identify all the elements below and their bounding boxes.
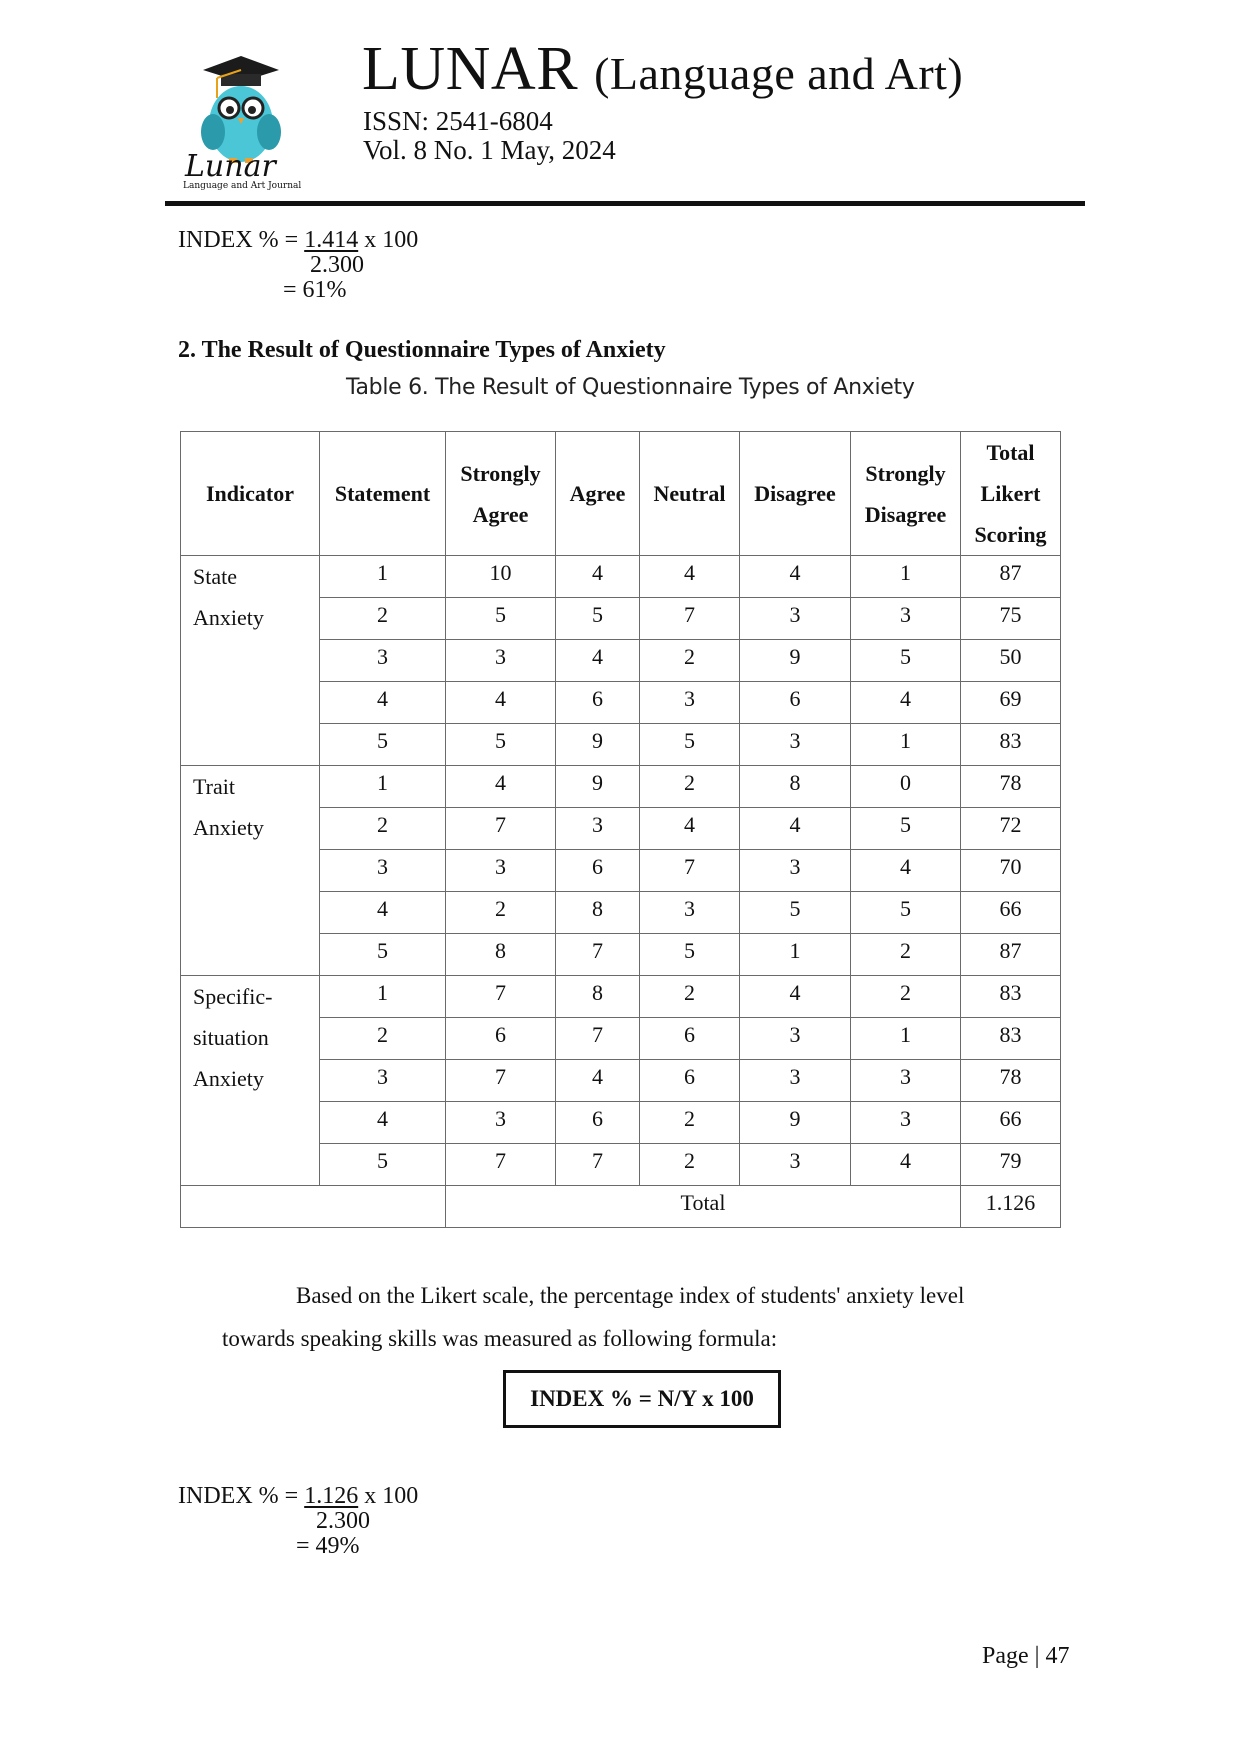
strongly-agree-cell: 5 <box>446 724 556 766</box>
disagree-cell: 1 <box>740 934 851 976</box>
header-indicator: Indicator <box>181 432 320 556</box>
strongly-agree-cell: 4 <box>446 682 556 724</box>
total-likert-cell: 69 <box>961 682 1061 724</box>
logo-script-text: Lunar <box>185 149 276 184</box>
strongly-agree-cell: 7 <box>446 1144 556 1186</box>
total-likert-cell: 83 <box>961 724 1061 766</box>
owl-graduate-logo-icon <box>183 52 333 192</box>
neutral-cell: 3 <box>640 892 740 934</box>
header-agree: Agree <box>556 432 640 556</box>
neutral-cell: 2 <box>640 1144 740 1186</box>
disagree-cell: 4 <box>740 556 851 598</box>
agree-cell: 6 <box>556 850 640 892</box>
statement-cell: 2 <box>320 598 446 640</box>
strongly-agree-cell: 5 <box>446 598 556 640</box>
header-line: Strongly <box>865 460 946 486</box>
agree-cell: 9 <box>556 724 640 766</box>
paragraph-line: towards speaking skills was measured as following formula: <box>222 1326 778 1351</box>
strongly-disagree-cell: 5 <box>851 808 961 850</box>
header-disagree: Disagree <box>740 432 851 556</box>
agree-cell: 7 <box>556 1144 640 1186</box>
disagree-cell: 3 <box>740 850 851 892</box>
issn: ISSN: 2541-6804 <box>363 106 553 136</box>
neutral-cell: 2 <box>640 976 740 1018</box>
neutral-cell: 7 <box>640 850 740 892</box>
journal-subtitle: (Language and Art) <box>594 48 964 99</box>
table-row <box>181 556 1061 598</box>
neutral-cell: 2 <box>640 766 740 808</box>
strongly-agree-cell: 7 <box>446 808 556 850</box>
strongly-agree-cell: 6 <box>446 1018 556 1060</box>
total-likert-cell: 79 <box>961 1144 1061 1186</box>
formula-line <box>178 228 418 252</box>
disagree-cell: 9 <box>740 1102 851 1144</box>
total-likert-cell: 78 <box>961 766 1061 808</box>
neutral-cell: 6 <box>640 1060 740 1102</box>
neutral-cell: 6 <box>640 1018 740 1060</box>
neutral-cell: 3 <box>640 682 740 724</box>
journal-name: LUNAR <box>362 35 579 103</box>
formula-result: = 61% <box>283 277 347 303</box>
header-strongly-agree <box>446 432 556 556</box>
strongly-disagree-cell: 4 <box>851 1144 961 1186</box>
formula-numerator: 1.126 <box>304 1483 359 1509</box>
total-likert-cell: 66 <box>961 892 1061 934</box>
table-total-row <box>181 1186 1061 1228</box>
strongly-disagree-cell: 3 <box>851 1102 961 1144</box>
strongly-disagree-cell: 3 <box>851 598 961 640</box>
neutral-cell: 4 <box>640 556 740 598</box>
statement-cell: 3 <box>320 1060 446 1102</box>
disagree-cell: 3 <box>740 1018 851 1060</box>
agree-cell: 3 <box>556 808 640 850</box>
strongly-agree-cell: 8 <box>446 934 556 976</box>
agree-cell: 7 <box>556 1018 640 1060</box>
strongly-agree-cell: 10 <box>446 556 556 598</box>
strongly-disagree-cell: 3 <box>851 1060 961 1102</box>
total-row-empty-cell <box>181 1186 446 1228</box>
disagree-cell: 3 <box>740 598 851 640</box>
strongly-disagree-cell: 4 <box>851 682 961 724</box>
disagree-cell: 3 <box>740 1144 851 1186</box>
strongly-agree-cell: 3 <box>446 640 556 682</box>
header-neutral: Neutral <box>640 432 740 556</box>
strongly-agree-cell: 2 <box>446 892 556 934</box>
indicator-line: Specific- <box>193 984 273 1009</box>
strongly-disagree-cell: 2 <box>851 976 961 1018</box>
table-row <box>181 766 1061 808</box>
total-likert-cell: 83 <box>961 1018 1061 1060</box>
disagree-cell: 6 <box>740 682 851 724</box>
strongly-agree-cell: 4 <box>446 766 556 808</box>
statement-cell: 2 <box>320 808 446 850</box>
indicator-line: Anxiety <box>193 605 264 630</box>
disagree-cell: 8 <box>740 766 851 808</box>
statement-cell: 4 <box>320 892 446 934</box>
total-likert-cell: 66 <box>961 1102 1061 1144</box>
agree-cell: 7 <box>556 934 640 976</box>
agree-cell: 4 <box>556 556 640 598</box>
statement-cell: 5 <box>320 934 446 976</box>
statement-cell: 2 <box>320 1018 446 1060</box>
strongly-agree-cell: 7 <box>446 976 556 1018</box>
strongly-disagree-cell: 2 <box>851 934 961 976</box>
header-line: Strongly <box>460 460 541 486</box>
formula-result: = 49% <box>296 1533 360 1559</box>
strongly-disagree-cell: 1 <box>851 556 961 598</box>
disagree-cell: 3 <box>740 724 851 766</box>
agree-cell: 8 <box>556 976 640 1018</box>
journal-logo <box>183 52 333 192</box>
total-likert-cell: 83 <box>961 976 1061 1018</box>
formula-multiplier: x 100 <box>358 1483 419 1509</box>
table-body <box>181 556 1061 1186</box>
paragraph-line: Based on the Likert scale, the percentage index of students' anxiety level <box>296 1283 965 1308</box>
agree-cell: 6 <box>556 682 640 724</box>
disagree-cell: 4 <box>740 976 851 1018</box>
indicator-line: Anxiety <box>193 815 264 840</box>
neutral-cell: 5 <box>640 934 740 976</box>
strongly-agree-cell: 7 <box>446 1060 556 1102</box>
total-label: Total <box>446 1186 961 1228</box>
statement-cell: 1 <box>320 976 446 1018</box>
header-line: Agree <box>472 501 529 527</box>
indicator-line: State <box>193 564 237 589</box>
body-paragraph <box>222 1274 1022 1360</box>
disagree-cell: 4 <box>740 808 851 850</box>
header-line: Scoring <box>974 522 1047 547</box>
total-likert-cell: 78 <box>961 1060 1061 1102</box>
statement-cell: 1 <box>320 556 446 598</box>
disagree-cell: 9 <box>740 640 851 682</box>
disagree-cell: 5 <box>740 892 851 934</box>
indicator-line: Trait <box>193 774 235 799</box>
formula-denominator: 2.300 <box>310 252 364 278</box>
indicator-cell <box>181 766 320 976</box>
neutral-cell: 4 <box>640 808 740 850</box>
strongly-disagree-cell: 5 <box>851 640 961 682</box>
header-line: Total <box>986 440 1035 465</box>
agree-cell: 4 <box>556 640 640 682</box>
logo-tagline: Language and Art Journal <box>183 181 302 191</box>
table-caption: Table 6. The Result of Questionnaire Types of Anxiety <box>346 375 915 400</box>
header-statement: Statement <box>320 432 446 556</box>
neutral-cell: 5 <box>640 724 740 766</box>
total-likert-cell: 70 <box>961 850 1061 892</box>
statement-cell: 5 <box>320 724 446 766</box>
statement-cell: 1 <box>320 766 446 808</box>
formula-denominator: 2.300 <box>316 1508 370 1534</box>
agree-cell: 5 <box>556 598 640 640</box>
table-header-row <box>181 432 1061 556</box>
likert-results-table <box>180 431 1061 1228</box>
formula-multiplier: x 100 <box>358 227 419 253</box>
statement-cell: 3 <box>320 640 446 682</box>
strongly-agree-cell: 3 <box>446 850 556 892</box>
statement-cell: 4 <box>320 682 446 724</box>
section-heading: 2. The Result of Questionnaire Types of Anxiety <box>178 337 666 363</box>
header-line: Likert <box>980 481 1041 506</box>
total-value: 1.126 <box>961 1186 1061 1228</box>
header-strongly-disagree <box>851 432 961 556</box>
indicator-cell <box>181 976 320 1186</box>
agree-cell: 9 <box>556 766 640 808</box>
page-number: Page | 47 <box>982 1643 1070 1669</box>
strongly-disagree-cell: 0 <box>851 766 961 808</box>
statement-cell: 5 <box>320 1144 446 1186</box>
agree-cell: 8 <box>556 892 640 934</box>
journal-title <box>362 35 964 103</box>
neutral-cell: 2 <box>640 640 740 682</box>
total-likert-cell: 87 <box>961 934 1061 976</box>
agree-cell: 6 <box>556 1102 640 1144</box>
total-likert-cell: 75 <box>961 598 1061 640</box>
neutral-cell: 7 <box>640 598 740 640</box>
statement-cell: 4 <box>320 1102 446 1144</box>
neutral-cell: 2 <box>640 1102 740 1144</box>
formula-lhs: INDEX % = <box>178 1483 305 1509</box>
index-formula-box: INDEX % = N/Y x 100 <box>503 1370 781 1428</box>
header-total-likert <box>961 432 1061 556</box>
strongly-disagree-cell: 1 <box>851 724 961 766</box>
formula-numerator: 1.414 <box>304 227 359 253</box>
table-row <box>181 976 1061 1018</box>
total-likert-cell: 72 <box>961 808 1061 850</box>
strongly-agree-cell: 3 <box>446 1102 556 1144</box>
formula-line <box>178 1484 418 1508</box>
formula-lhs: INDEX % = <box>178 227 305 253</box>
indicator-cell <box>181 556 320 766</box>
indicator-line: Anxiety <box>193 1066 264 1091</box>
strongly-disagree-cell: 1 <box>851 1018 961 1060</box>
total-likert-cell: 87 <box>961 556 1061 598</box>
strongly-disagree-cell: 4 <box>851 850 961 892</box>
header-line: Disagree <box>864 501 947 527</box>
indicator-line: situation <box>193 1025 269 1050</box>
volume-issue: Vol. 8 No. 1 May, 2024 <box>363 135 616 165</box>
strongly-disagree-cell: 5 <box>851 892 961 934</box>
total-likert-cell: 50 <box>961 640 1061 682</box>
disagree-cell: 3 <box>740 1060 851 1102</box>
agree-cell: 4 <box>556 1060 640 1102</box>
statement-cell: 3 <box>320 850 446 892</box>
header-divider <box>165 201 1085 206</box>
